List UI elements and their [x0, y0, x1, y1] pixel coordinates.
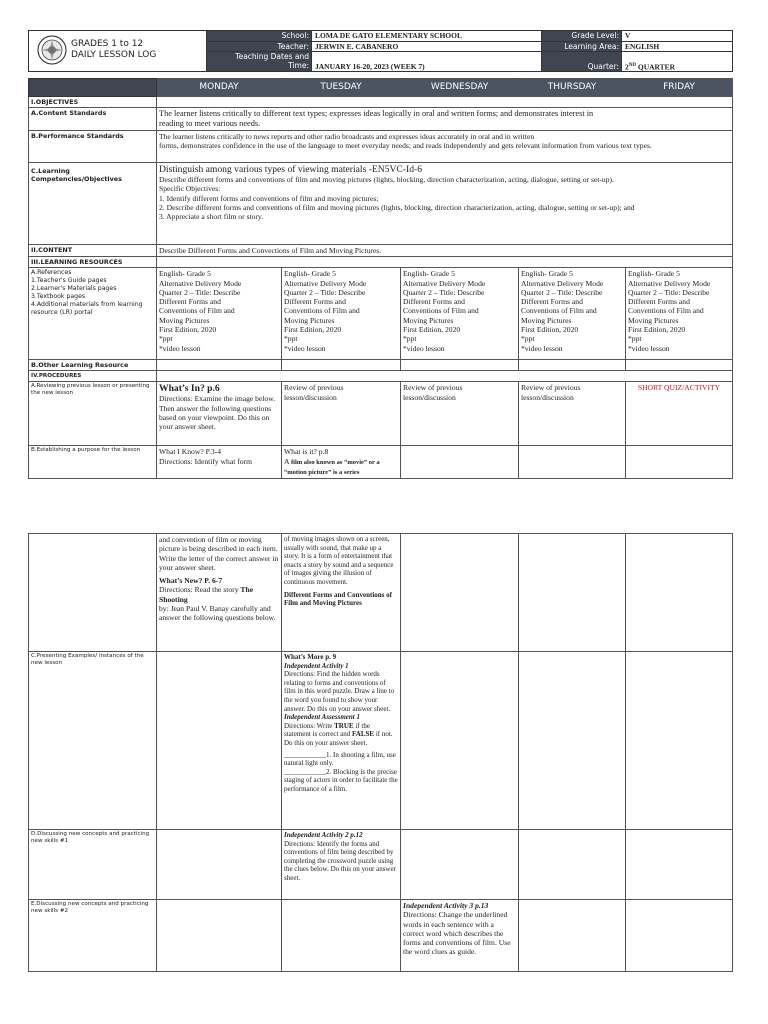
- res-line: English- Grade 5: [284, 269, 336, 279]
- res-line: First Edition, 2020: [403, 325, 461, 335]
- school-label: School:: [207, 31, 312, 42]
- teacher-label: Teacher:: [207, 41, 312, 52]
- proc-a-wednesday: Review of previous lesson/discussion: [401, 382, 519, 446]
- proc-c-wed: [401, 652, 519, 830]
- proc-e-label: E.Discussing new concepts and practicing new skills #2: [29, 900, 157, 972]
- whats-new-story: The Shooting: [159, 585, 254, 604]
- quarter-sup: ND: [628, 62, 636, 68]
- cont-thu: [519, 534, 626, 652]
- assess-text: if the statement is correct and: [284, 721, 370, 739]
- res-line: Moving Pictures: [284, 315, 335, 325]
- proc-b-wed: [401, 446, 519, 479]
- res-line: First Edition, 2020: [159, 325, 217, 335]
- proc-b-label: B.Establishing a purpose for the lesson: [29, 446, 157, 479]
- school-value: LOMA DE GATO ELEMENTARY SCHOOL: [312, 31, 542, 42]
- competencies-cell: [157, 163, 733, 245]
- other-fri: [626, 360, 733, 371]
- proc-c-tuesday: [282, 652, 401, 830]
- objectives-cell: [157, 97, 733, 108]
- proc-e-thu: [519, 900, 626, 972]
- dates-value: JANUARY 16-20, 2023 (WEEK 7): [312, 52, 542, 72]
- res-line: Conventions of Film and: [521, 306, 597, 316]
- day-friday: FRIDAY: [626, 79, 733, 97]
- res-line: Quarter 2 – Title: Describe: [159, 287, 241, 297]
- resource-wednesday: [401, 268, 519, 360]
- lesson-table-1: [28, 78, 732, 479]
- performance-text: The learner listens critically to news reports and other radio broadcasts and expresses ideas accurately in oral and in written: [159, 132, 535, 141]
- assess-item-1: ____________1. In shooting a film, use natural light only.: [284, 750, 396, 768]
- ind-activity-2-body: Directions: Identify the forms and conventions of film being described by completing the crossword puzzle using the clues below. Do this on your answer sheet.: [284, 839, 396, 882]
- res-line: *ppt: [403, 334, 417, 344]
- proc-a-monday: [157, 382, 282, 446]
- proc-b-thu: [519, 446, 626, 479]
- teacher-value: JERWIN E. CABANERO: [312, 41, 542, 52]
- area-value: ENGLISH: [622, 41, 733, 52]
- resource-monday: [157, 268, 282, 360]
- whats-more-heading: What’s More p. 9: [284, 653, 337, 661]
- cont-monday: [157, 534, 282, 652]
- proc-e-mon: [157, 900, 282, 972]
- competencies-label: [29, 163, 157, 245]
- res-line: Quarter 2 – Title: Describe: [628, 287, 710, 297]
- cont-tuesday: [282, 534, 401, 652]
- proc-a-friday: SHORT QUIZ/ACTIVITY: [626, 382, 733, 446]
- assess-true: TRUE: [334, 721, 354, 730]
- other-wed: [401, 360, 519, 371]
- proc-d-tuesday: [282, 830, 401, 900]
- proc-c-mon: [157, 652, 282, 830]
- proc-b-fri: [626, 446, 733, 479]
- content-text: Describe Different Forms and Convections of Film and Moving Pictures.: [157, 245, 733, 257]
- grade-value: V: [622, 31, 733, 42]
- cont-wed: [401, 534, 519, 652]
- day-thursday: THURSDAY: [519, 79, 626, 97]
- corner-cell: [29, 79, 157, 97]
- whats-new-heading: What’s New? P. 6-7: [159, 576, 223, 586]
- proc-e-tue: [282, 900, 401, 972]
- proc-c-fri: [626, 652, 733, 830]
- res-line: *ppt: [159, 334, 173, 344]
- procedures-label: IV.PROCEDURES: [29, 371, 157, 382]
- whats-new-body: [159, 585, 279, 604]
- cont-fri: [626, 534, 733, 652]
- dates-label-2: Time:: [288, 61, 309, 70]
- performance-cell: [157, 131, 733, 163]
- other-thu: [519, 360, 626, 371]
- resource-tuesday: [282, 268, 401, 360]
- quarter-value: [622, 52, 733, 72]
- cont-tuesday-text: of moving images shown on a screen, usually with sound, that make up a story. It is a form of entertainment that enacts a story by sound and a sequence of images giving the illusion of continuous movement.: [284, 535, 394, 586]
- res-line: First Edition, 2020: [284, 325, 342, 335]
- quarter-label: Quarter:: [542, 52, 622, 72]
- ref-1-label: 1.Teacher's Guide pages: [31, 277, 107, 285]
- proc-d-wed: [401, 830, 519, 900]
- day-tuesday: TUESDAY: [282, 79, 401, 97]
- other-mon: [157, 360, 282, 371]
- resource-thursday: [519, 268, 626, 360]
- proc-d-label: D.Discussing new concepts and practicing new skills #1: [29, 830, 157, 900]
- res-line: Moving Pictures: [521, 315, 572, 325]
- content-standards-text: The learner listens critically to different text types; expresses ideas logically in oral and written forms; and demonstrates interest in: [159, 109, 594, 118]
- ref-3-label: 3.Textbook pages: [31, 293, 86, 301]
- proc-e-wednesday: [401, 900, 519, 972]
- lesson-table-2: [28, 533, 732, 972]
- resources-cell: [157, 257, 733, 268]
- res-line: Different Forms and: [159, 297, 221, 307]
- objectives-label: I.OBJECTIVES: [29, 97, 157, 108]
- proc-e-fri: [626, 900, 733, 972]
- res-line: Different Forms and: [403, 297, 465, 307]
- res-line: Alternative Delivery Mode: [403, 278, 486, 288]
- whats-in-heading: What’s In? p.6: [159, 383, 220, 395]
- title-line-2: DAILY LESSON LOG: [71, 50, 157, 60]
- res-line: English- Grade 5: [403, 269, 455, 279]
- ind-assessment-1: Independent Assessment 1: [284, 713, 360, 722]
- res-line: Conventions of Film and: [284, 306, 360, 316]
- comp-line-6: 3. Appreciate a short film or story.: [159, 212, 264, 222]
- proc-b-monday: [157, 446, 282, 479]
- what-is-it-a: A: [284, 456, 291, 466]
- resources-label: III.LEARNING RESOURCES: [29, 257, 157, 268]
- res-line: Moving Pictures: [628, 315, 679, 325]
- performance-text-2: forms, demonstrates confidence in the use of the language to meet everyday needs; and reads independently and gets relevant information from various text types.: [159, 141, 652, 151]
- references-labels: [29, 268, 157, 360]
- res-line: Moving Pictures: [159, 315, 210, 325]
- res-line: Alternative Delivery Mode: [521, 278, 604, 288]
- res-line: *video lesson: [284, 343, 326, 353]
- proc-d-fri: [626, 830, 733, 900]
- what-i-know-body: Directions: Identify what form: [159, 456, 252, 466]
- res-line: English- Grade 5: [521, 269, 573, 279]
- res-line: Alternative Delivery Mode: [284, 278, 367, 288]
- proc-a-label: A.Reviewing previous lesson or presenting the new lesson: [29, 382, 157, 446]
- what-i-know-heading: What I Know? P.3-4: [159, 447, 222, 457]
- res-line: Different Forms and: [521, 297, 583, 307]
- comp-line-2: Describe different forms and conventions of film and moving pictures (lights, blocking, direction characterization, acting, dialogue, setting or set-up).: [159, 175, 614, 184]
- quarter-num: 2: [625, 62, 629, 71]
- ref-a-label: A.References: [31, 269, 72, 277]
- res-line: Conventions of Film and: [403, 306, 479, 316]
- ind-activity-1-body: Directions: Find the hidden words relating to forms and conventions of film in this word puzzle. Draw a line to the word you found to show your answer. Do this on your answer sheet.: [284, 670, 395, 713]
- ind-assessment-1-body: [284, 722, 398, 748]
- proc-c-label: C.Presenting Examples/ instances of the new lesson: [29, 652, 157, 830]
- cont-label: [29, 534, 157, 652]
- res-line: Different Forms and: [284, 297, 346, 307]
- proc-d-mon: [157, 830, 282, 900]
- area-label: Learning Area:: [542, 41, 622, 52]
- comp-line-4: 1. Identify different forms and conventions of film and moving pictures;: [159, 193, 379, 203]
- res-line: *video lesson: [159, 343, 201, 353]
- res-line: Moving Pictures: [403, 315, 454, 325]
- assess-false: FALSE: [352, 730, 375, 739]
- res-line: Alternative Delivery Mode: [159, 278, 242, 288]
- res-line: *video lesson: [628, 343, 670, 353]
- comp-line-3: Specific Objectives:: [159, 184, 221, 194]
- whats-new-body-2: by: Jean Paul V. Banay carefully and answer the following questions below.: [159, 604, 276, 623]
- title-line-1: GRADES 1 to 12: [71, 39, 144, 49]
- res-line: Quarter 2 – Title: Describe: [403, 287, 485, 297]
- other-tue: [282, 360, 401, 371]
- res-line: English- Grade 5: [159, 269, 211, 279]
- proc-c-thu: [519, 652, 626, 830]
- resource-friday: [626, 268, 733, 360]
- ind-activity-3-body: Directions: Change the underlined words in each sentence with a correct word which describes the forms and conventions of film. Use the word clues as guide.: [403, 910, 511, 957]
- res-line: *ppt: [284, 334, 298, 344]
- ref-4-label: 4.Additional materials from learning resource (LR) portal: [31, 301, 143, 317]
- comp-line-5: 2. Describe different forms and conventions of film and moving pictures (lights, blocking, direction characterization, acting, dialogue, setting or set-up); and: [159, 202, 635, 212]
- res-line: *video lesson: [521, 343, 563, 353]
- res-line: First Edition, 2020: [628, 325, 686, 335]
- content-standards-cell: [157, 108, 733, 131]
- res-line: *ppt: [628, 334, 642, 344]
- res-line: Alternative Delivery Mode: [628, 278, 711, 288]
- res-line: Quarter 2 – Title: Describe: [521, 287, 603, 297]
- whats-in-body: Directions: Examine the image below. Then answer the following questions based on your viewpoint. Do this on your answer sheet.: [159, 394, 276, 432]
- ind-activity-3: Independent Activity 3 p.13: [403, 901, 489, 910]
- ref-2-label: 2.Learner's Materials pages: [31, 285, 117, 293]
- assess-text: Directions: Write: [284, 721, 335, 730]
- forms-heading: Different Forms and Conventions of Film and Moving Pictures: [284, 590, 392, 608]
- other-resource-label: B.Other Learning Resource: [29, 360, 157, 371]
- day-wednesday: WEDNESDAY: [401, 79, 519, 97]
- proc-a-tuesday: Review of previous lesson/discussion: [282, 382, 401, 446]
- res-line: English- Grade 5: [628, 269, 680, 279]
- quarter-rest: QUARTER: [635, 62, 676, 71]
- proc-d-thu: [519, 830, 626, 900]
- day-monday: MONDAY: [157, 79, 282, 97]
- competencies-label-1: C.Learning: [31, 167, 70, 175]
- comp-line-1: Distinguish among various types of viewing materials -EN5VC-Id-6: [159, 164, 422, 175]
- res-line: *video lesson: [403, 343, 445, 353]
- performance-label: B.Performance Standards: [29, 131, 157, 163]
- assess-text: if not. Do this on your answer sheet.: [284, 730, 393, 747]
- header-block: [28, 30, 732, 72]
- dates-label: [207, 52, 312, 72]
- grade-label: Grade Level:: [542, 31, 622, 42]
- what-is-it-heading: What is it? p.8: [284, 447, 329, 457]
- assess-item-2: ____________2. Blocking is the precise staging of actors in order to facilitate the performance of a film.: [284, 767, 398, 793]
- res-line: Conventions of Film and: [159, 306, 235, 316]
- title-cell: [29, 31, 207, 72]
- deped-seal-icon: [37, 35, 67, 65]
- dates-label-1: Teaching Dates and: [235, 52, 309, 61]
- ind-activity-2: Independent Activity 2 p.12: [284, 831, 363, 839]
- res-line: *ppt: [521, 334, 535, 344]
- what-is-it-body: [284, 457, 398, 478]
- ind-activity-1: Independent Activity 1: [284, 661, 349, 670]
- procedures-cell: [157, 371, 733, 382]
- content-label: II.CONTENT: [29, 245, 157, 257]
- what-is-it-bold: film also known as “movie” or a “motion picture” is a series: [284, 458, 380, 476]
- cont-monday-text: and convention of film or moving picture is being described in each item. Write the letter of the correct answer in your answer sheet.: [159, 535, 279, 572]
- proc-b-tuesday: [282, 446, 401, 479]
- res-line: Quarter 2 – Title: Describe: [284, 287, 366, 297]
- res-line: First Edition, 2020: [521, 325, 579, 335]
- whats-new-body-1: Directions: Read the story: [159, 585, 239, 595]
- res-line: Conventions of Film and: [628, 306, 704, 316]
- competencies-label-2: Competencies/Objectives: [31, 175, 122, 183]
- content-standards-label: A.Content Standards: [29, 108, 157, 131]
- content-standards-text-2: reading to meet various needs.: [159, 119, 261, 128]
- proc-a-thursday: Review of previous lesson/discussion: [519, 382, 626, 446]
- res-line: Different Forms and: [628, 297, 690, 307]
